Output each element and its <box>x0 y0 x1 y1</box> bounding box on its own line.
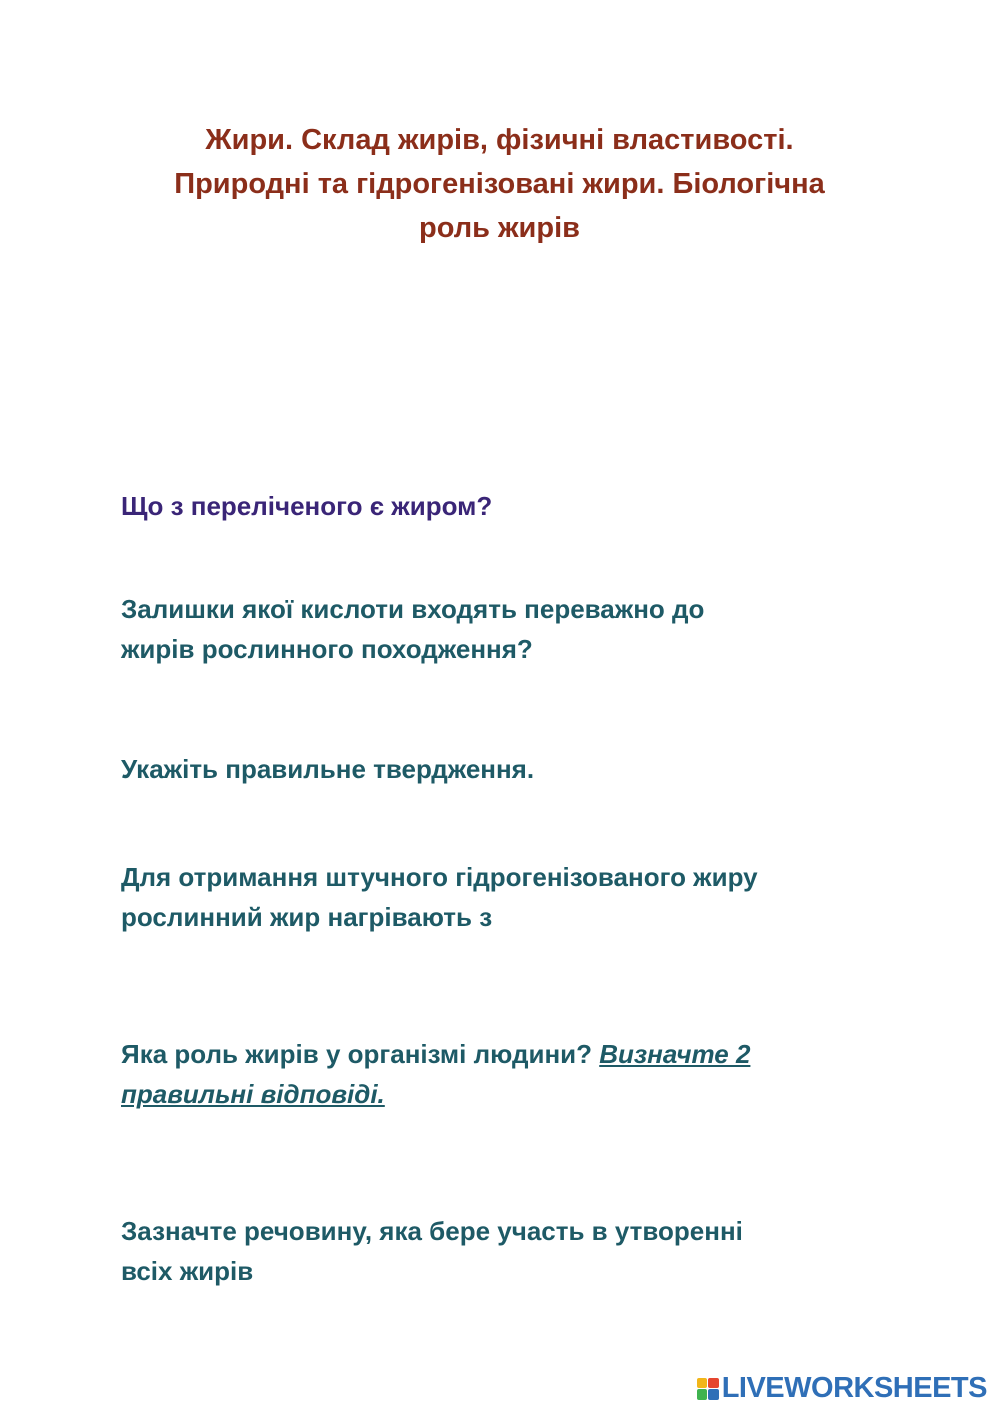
question-5-instruction-part-2: правильні відповіді. <box>121 1079 385 1109</box>
logo-block-3 <box>697 1389 708 1400</box>
question-4-text-line-1: Для отримання штучного гідрогенізованого жиру <box>121 862 758 892</box>
question-5 <box>121 1034 881 1114</box>
logo-block-2 <box>708 1378 719 1389</box>
question-2 <box>121 589 881 669</box>
question-6-text-line-2: всіх жирів <box>121 1256 254 1286</box>
liveworksheets-logo-icon <box>697 1378 719 1400</box>
question-6 <box>121 1211 881 1291</box>
question-4-text-line-2: рослинний жир нагрівають з <box>121 902 493 932</box>
question-2-text-line-1: Залишки якої кислоти входять переважно до <box>121 594 705 624</box>
question-3 <box>121 749 881 789</box>
question-5-instruction-part-1: Визначте 2 <box>599 1039 751 1069</box>
question-3-text: Укажіть правильне твердження. <box>121 754 535 784</box>
logo-block-1 <box>697 1378 708 1389</box>
question-1-text: Що з переліченого є жиром? <box>121 491 493 521</box>
question-4 <box>121 857 881 937</box>
page-title <box>100 118 899 250</box>
question-6-text-line-1: Зазначте речовину, яка бере участь в утворенні <box>121 1216 743 1246</box>
liveworksheets-wordmark: LIVEWORKSHEETS <box>721 1372 987 1404</box>
page-title-line-2: Природні та гідрогенізовані жири. Біологічна <box>174 168 825 200</box>
question-5-text: Яка роль жирів у організмі людини? <box>121 1039 600 1069</box>
question-2-text-line-2: жирів рослинного походження? <box>121 634 533 664</box>
page-title-line-3: роль жирів <box>418 212 580 244</box>
question-1 <box>121 486 881 526</box>
liveworksheets-logo <box>697 1372 987 1405</box>
page-title-line-1: Жири. Склад жирів, фізичні властивості. <box>205 124 794 156</box>
logo-block-4 <box>708 1389 719 1400</box>
